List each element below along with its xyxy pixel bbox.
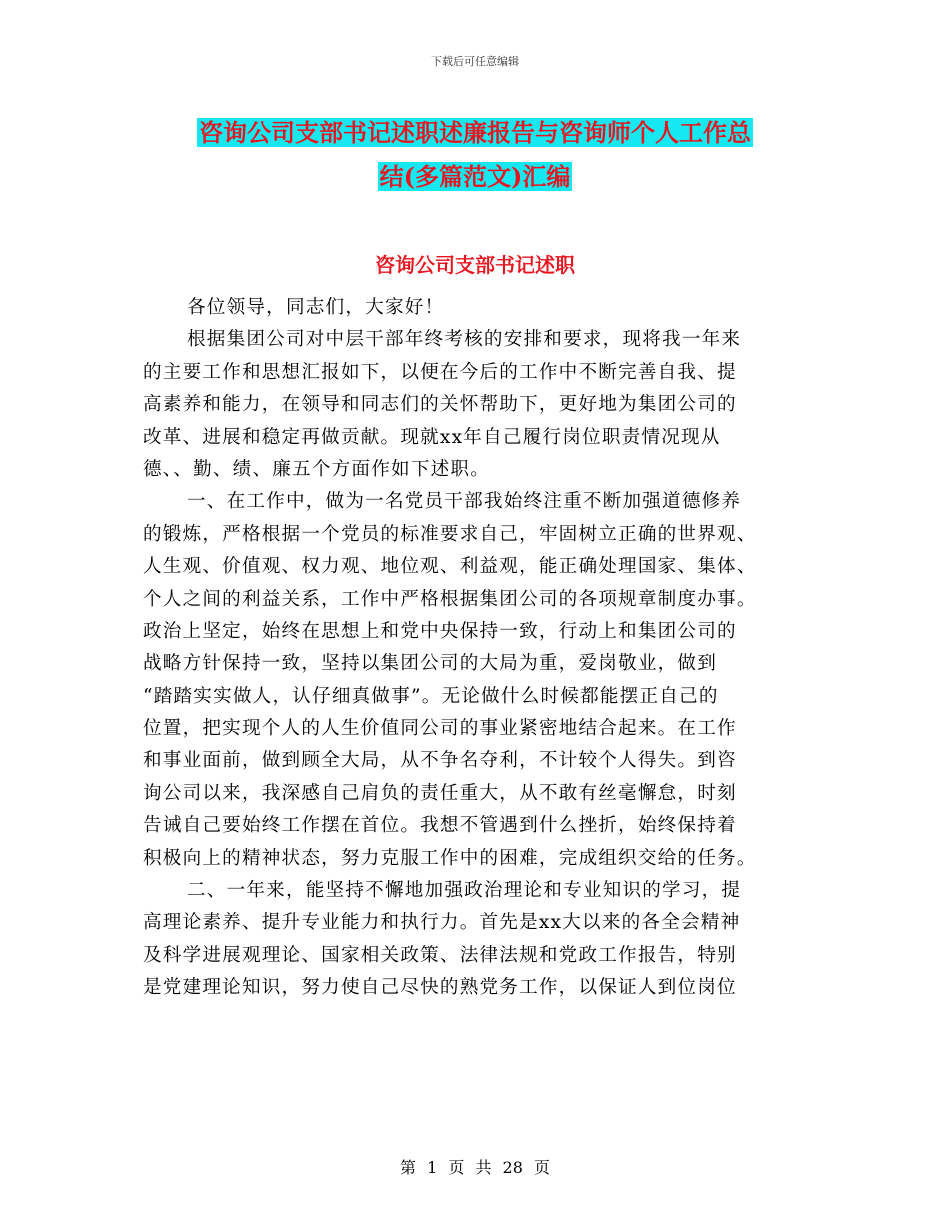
document-title-line-1 xyxy=(0,113,950,148)
text-line: 高理论素养、提升专业能力和执行力。首先是xx大以来的各全会精神 xyxy=(143,912,741,934)
text-line: 根据集团公司对中层干部年终考核的安排和要求，现将我一年来 xyxy=(187,329,742,351)
text-line: 改革、进展和稳定再做贡献。现就xx年自己履行岗位职责情况现从 xyxy=(143,426,721,448)
text-line: 及科学进展观理论、国家相关政策、法律法规和党政工作报告，特别 xyxy=(143,944,737,966)
text-line: 政治上坚定，始终在思想上和党中央保持一致，行动上和集团公司的 xyxy=(143,620,737,642)
title-highlight: 结(多篇范文)汇编 xyxy=(379,162,571,191)
document-title-line-2 xyxy=(0,157,950,192)
text-line: 一、在工作中，做为一名党员干部我始终注重不断加强道德修养 xyxy=(187,491,742,513)
text-line: 人生观、价值观、权力观、地位观、利益观，能正确处理国家、集体、 xyxy=(143,556,757,578)
text-line: 战略方针保持一致，坚持以集团公司的大局为重，爱岗敬业，做到 xyxy=(143,653,718,675)
text-line: 是党建理论知识，努力使自己尽快的熟党务工作，以保证人到位岗位 xyxy=(143,977,737,999)
text-line: 积极向上的精神状态，努力克服工作中的困难，完成组织交给的任务。 xyxy=(143,847,757,869)
text-line: “踏踏实实做人，认仔细真做事”。无论做什么时候都能摆正自己的 xyxy=(143,685,719,707)
title-highlight: 咨询公司支部书记述职述廉报告与咨询师个人工作总 xyxy=(199,118,751,147)
text-line: 和事业面前，做到顾全大局，从不争名夺利，不计较个人得失。到咨 xyxy=(143,750,737,772)
text-line: 德、、勤、绩、廉五个方面作如下述职。 xyxy=(143,458,490,480)
body-text xyxy=(143,292,808,1005)
text-line: 二、一年来，能坚持不懈地加强政治理论和专业知识的学习，提 xyxy=(187,880,742,902)
text-line: 告诫自己要始终工作摆在首位。我想不管遇到什么挫折，始终保持着 xyxy=(143,815,737,837)
page-footer: 第 1 页 共 28 页 xyxy=(400,1158,550,1177)
header-note: 下载后可任意编辑 xyxy=(431,55,519,68)
text-line: 高素养和能力，在领导和同志们的关怀帮助下，更好地为集团公司的 xyxy=(143,394,737,416)
section-title: 咨询公司支部书记述职 xyxy=(375,253,575,277)
text-line: 位置，把实现个人的人生价值同公司的事业紧密地结合起来。在工作 xyxy=(143,718,737,740)
text-line: 的锻炼，严格根据一个党员的标准要求自己，牢固树立正确的世界观、 xyxy=(143,523,757,545)
text-line: 询公司以来，我深感自己肩负的责任重大，从不敢有丝毫懈怠，时刻 xyxy=(143,782,737,804)
text-line: 个人之间的利益关系，工作中严格根据集团公司的各项规章制度办事。 xyxy=(143,588,757,610)
text-line: 的主要工作和思想汇报如下，以便在今后的工作中不断完善自我、提 xyxy=(143,361,737,383)
text-line: 各位领导，同志们，大家好！ xyxy=(187,297,445,318)
